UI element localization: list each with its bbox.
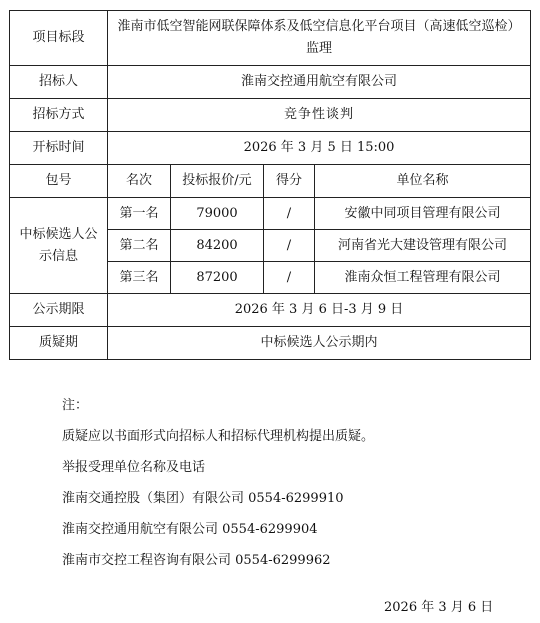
- header-company: 单位名称: [315, 165, 531, 198]
- candidate-score: /: [264, 262, 315, 294]
- bid-result-table: [9, 10, 531, 360]
- method-row: [10, 99, 531, 132]
- candidate-rank: 第一名: [108, 198, 171, 230]
- tenderer-row: [10, 66, 531, 99]
- header-lot: 包号: [10, 165, 108, 198]
- query-value: 中标候选人公示期内: [108, 327, 531, 360]
- header-rank: 名次: [108, 165, 171, 198]
- candidate-rank: 第二名: [108, 230, 171, 262]
- period-row: [10, 294, 531, 327]
- candidate-rank: 第三名: [108, 262, 171, 294]
- query-row: [10, 327, 531, 360]
- candidate-bid: 84200: [171, 230, 264, 262]
- period-label: 公示期限: [10, 294, 108, 327]
- candidate-bid: 87200: [171, 262, 264, 294]
- contact-line: 淮南市交控工程咨询有限公司 0554-6299962: [62, 553, 331, 568]
- opening-value: 2026 年 3 月 5 日 15:00: [108, 132, 531, 165]
- method-label: 招标方式: [10, 99, 108, 132]
- opening-row: [10, 132, 531, 165]
- query-label: 质疑期: [10, 327, 108, 360]
- candidate-bid: 79000: [171, 198, 264, 230]
- candidate-score: /: [264, 198, 315, 230]
- notes-title: 注：: [62, 398, 89, 413]
- header-bid: 投标报价/元: [171, 165, 264, 198]
- candidates-label: 中标候选人公示信息: [10, 198, 108, 294]
- contact-line: 淮南交控通用航空有限公司 0554-6299904: [62, 522, 318, 537]
- method-value: 竞争性谈判: [108, 99, 531, 132]
- contact-line: 淮南交通控股（集团）有限公司 0554-6299910: [62, 491, 344, 506]
- tenderer-label: 招标人: [10, 66, 108, 99]
- footer-date: 2026 年 3 月 6 日: [384, 600, 494, 615]
- project-value: 淮南市低空智能网联保障体系及低空信息化平台项目（高速低空巡检）监理: [108, 11, 531, 66]
- opening-label: 开标时间: [10, 132, 108, 165]
- candidate-score: /: [264, 230, 315, 262]
- candidate-row: [10, 198, 531, 230]
- header-score: 得分: [264, 165, 315, 198]
- header-row: [10, 165, 531, 198]
- period-value: 2026 年 3 月 6 日-3 月 9 日: [108, 294, 531, 327]
- notes-line: 举报受理单位名称及电话: [62, 460, 206, 475]
- notes-line: 质疑应以书面形式向招标人和招标代理机构提出质疑。: [62, 429, 375, 444]
- candidate-company: 淮南众恒工程管理有限公司: [315, 262, 531, 294]
- project-label: 项目标段: [10, 11, 108, 66]
- project-row: [10, 11, 531, 66]
- candidate-company: 河南省光大建设管理有限公司: [315, 230, 531, 262]
- notes-section: [62, 396, 532, 582]
- candidate-company: 安徽中同项目管理有限公司: [315, 198, 531, 230]
- tenderer-value: 淮南交控通用航空有限公司: [108, 66, 531, 99]
